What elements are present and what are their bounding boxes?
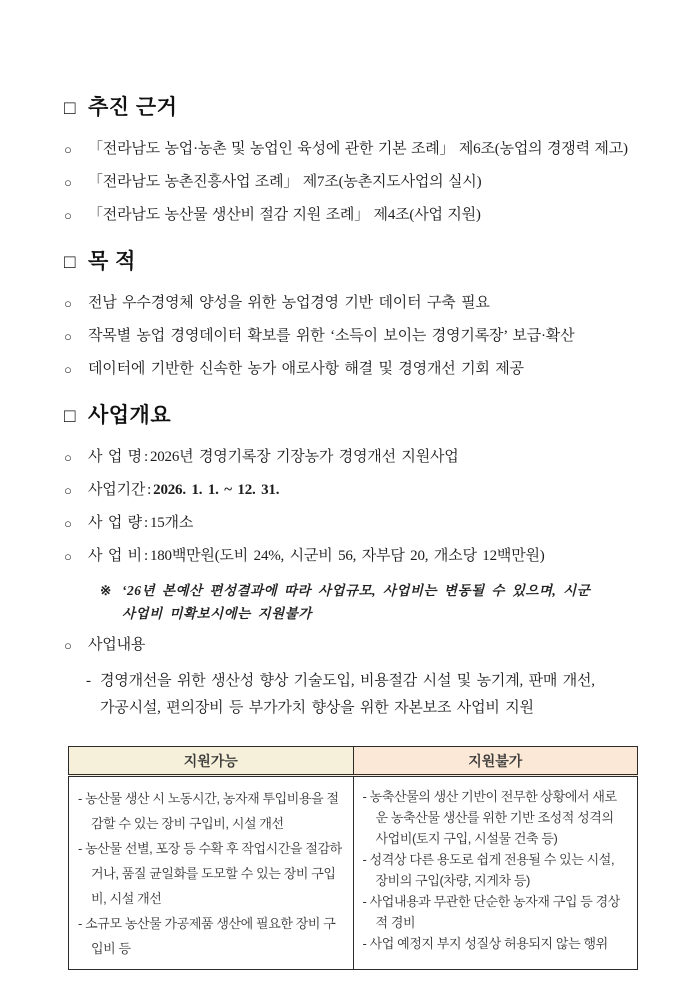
overview-item-separator: : xyxy=(147,482,152,498)
eligible-item: - 소규모 농산물 가공제품 생산에 필요한 장비 구입비 등 xyxy=(78,916,336,956)
eligible-item: - 농산물 선별, 포장 등 수확 후 작업시간을 절감하거나, 품질 균일화를 도모할 수 있는 장비 구입비, 시설 개선 xyxy=(78,841,342,906)
reference-mark-icon: ※ xyxy=(100,583,112,598)
ineligible-items xyxy=(363,786,629,954)
circle-bullet-icon: ○ xyxy=(64,329,72,344)
section-purpose-bullets xyxy=(64,293,644,380)
overview-item-budget xyxy=(64,546,644,567)
overview-item-value: 2026년 경영기록장 기장농가 경영개선 지원사업 xyxy=(149,449,459,465)
ineligible-item: - 성격상 다른 용도로 쉽게 전용될 수 있는 시설, 장비의 구입(차량, 지게차 등) xyxy=(362,852,615,888)
circle-bullet-icon: ○ xyxy=(64,175,72,190)
bullet-text: 작목별 농업 경영데이터 확보를 위한 ‘소득이 보이는 경영기록장’ 보급·확산 xyxy=(88,328,575,344)
square-marker-icon: □ xyxy=(64,251,76,273)
overview-item-separator: : xyxy=(143,449,148,465)
section-basis-title-text: 추진 근거 xyxy=(87,96,178,119)
bullet-text: 「전라남도 농산물 생산비 절감 지원 조례」 제4조(사업 지원) xyxy=(88,207,481,223)
content-detail-text1: 경영개선을 위한 생산성 향상 기술도입, 비용절감 시설 및 농기계, 판매 개선, xyxy=(100,673,595,689)
ineligible-item: - 사업 예정지 부지 성질상 허용되지 않는 행위 xyxy=(362,936,608,951)
project-content xyxy=(64,635,644,722)
support-eligibility-table xyxy=(68,746,638,970)
bullet-text: 「전라남도 농업·농촌 및 농업인 육성에 관한 기본 조례」 제6조(농업의 경쟁력 제고) xyxy=(88,141,628,157)
overview-item-quantity xyxy=(64,513,644,534)
section-basis-bullets xyxy=(64,139,644,226)
circle-bullet-icon: ○ xyxy=(64,516,72,531)
content-label-row xyxy=(64,635,644,656)
table-cell-ineligible xyxy=(353,776,638,970)
square-marker-icon: □ xyxy=(64,97,76,119)
circle-bullet-icon: ○ xyxy=(64,450,72,465)
circle-bullet-icon: ○ xyxy=(64,208,72,223)
table-cell-eligible xyxy=(69,776,354,970)
ineligible-item: - 농축산물의 생산 기반이 전무한 상황에서 새로운 농축산물 생산를 위한 기반 조성적 성격의 사업비(토지 구입, 시설물 건축 등) xyxy=(362,789,617,846)
overview-item-value: 180백만원(도비 24%, 시군비 56, 자부담 20, 개소당 12백만원) xyxy=(149,548,545,564)
table-header-row xyxy=(69,747,638,776)
circle-bullet-icon: ○ xyxy=(64,362,72,377)
overview-item-name xyxy=(64,447,644,468)
eligible-items xyxy=(78,786,344,961)
circle-bullet-icon: ○ xyxy=(64,549,72,564)
table-header-ineligible: 지원불가 xyxy=(353,747,638,776)
overview-item-period xyxy=(64,480,644,501)
bullet-item xyxy=(64,205,644,226)
content-detail-line2: 가공시설, 편의장비 등 부가가치 향상을 위한 자본보조 사업비 지원 xyxy=(100,700,534,716)
content-detail xyxy=(86,668,644,722)
overview-item-label: 사 업 명 xyxy=(88,449,142,465)
budget-note-text1: ‘26년 본예산 편성결과에 따라 사업규모, 사업비는 변동될 수 있으며, 시군 xyxy=(122,583,591,598)
bullet-text: 데이터에 기반한 신속한 농가 애로사항 해결 및 경영개선 기회 제공 xyxy=(88,361,524,377)
bullet-item xyxy=(64,326,644,347)
bullet-item xyxy=(64,293,644,314)
bullet-text: 전남 우수경영체 양성을 위한 농업경영 기반 데이터 구축 필요 xyxy=(88,295,490,311)
circle-bullet-icon: ○ xyxy=(64,142,72,157)
section-overview-items xyxy=(64,447,644,722)
circle-bullet-icon: ○ xyxy=(64,483,72,498)
eligible-item: - 농산물 생산 시 노동시간, 농자재 투입비용을 절감할 수 있는 장비 구입비, 시설 개선 xyxy=(78,791,339,831)
content-label: 사업내용 xyxy=(88,637,146,653)
section-purpose-title-text: 목 적 xyxy=(87,250,136,273)
bullet-item xyxy=(64,172,644,193)
overview-item-value: 15개소 xyxy=(149,515,194,531)
section-basis xyxy=(64,96,644,226)
section-purpose-title xyxy=(64,250,644,274)
section-purpose xyxy=(64,250,644,380)
table-header-eligible: 지원가능 xyxy=(69,747,354,776)
circle-bullet-icon: ○ xyxy=(64,638,72,653)
dash-bullet-icon: - xyxy=(86,673,91,689)
section-overview xyxy=(64,404,644,722)
budget-note-line2: 사업비 미확보시에는 지원불가 xyxy=(122,606,312,621)
overview-item-value: 2026. 1. 1. ~ 12. 31. xyxy=(153,482,280,498)
circle-bullet-icon: ○ xyxy=(64,296,72,311)
ineligible-item: - 사업내용과 무관한 단순한 농자재 구입 등 경상적 경비 xyxy=(362,894,620,930)
table-body-row xyxy=(69,776,638,970)
square-marker-icon: □ xyxy=(64,405,76,427)
overview-item-label: 사업기간 xyxy=(88,482,146,498)
bullet-text: 「전라남도 농촌진흥사업 조례」 제7조(농촌지도사업의 실시) xyxy=(88,174,482,190)
section-overview-title xyxy=(64,404,644,428)
budget-note xyxy=(100,579,644,625)
overview-item-separator: : xyxy=(143,548,148,564)
bullet-item xyxy=(64,359,644,380)
budget-note-line1 xyxy=(100,579,644,602)
overview-item-label: 사 업 량 xyxy=(88,515,142,531)
content-detail-line1 xyxy=(86,668,644,695)
overview-item-label: 사 업 비 xyxy=(88,548,142,564)
section-overview-title-text: 사업개요 xyxy=(87,404,172,427)
section-basis-title xyxy=(64,96,644,120)
overview-item-separator: : xyxy=(143,515,148,531)
bullet-item xyxy=(64,139,644,160)
